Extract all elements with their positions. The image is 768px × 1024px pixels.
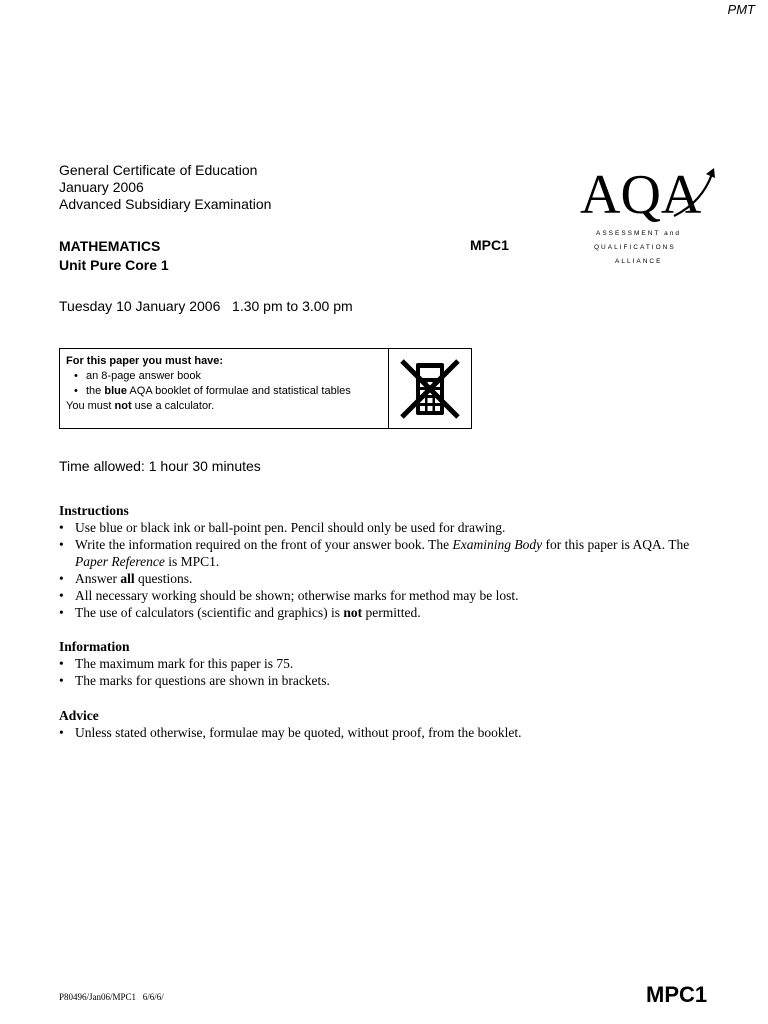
logo-tagline-1: ASSESSMENT and — [596, 230, 681, 237]
information-heading: Information — [59, 639, 130, 654]
instructions-heading: Instructions — [59, 503, 129, 518]
watermark-label: PMT — [727, 2, 755, 17]
materials-box — [59, 348, 472, 429]
unit-title: Unit Pure Core 1 — [59, 257, 169, 273]
materials-item: • the blue AQA booklet of formulae and statistical tables — [74, 385, 351, 397]
calculator-rule: You must not use a calculator. — [66, 400, 215, 412]
instructions-section — [59, 502, 699, 621]
bullet-icon: • — [74, 370, 78, 382]
list-item: • Unless stated otherwise, formulae may be quoted, without proof, from the booklet. — [59, 725, 522, 740]
materials-item: • an 8-page answer book — [74, 370, 201, 382]
list-item: • The use of calculators (scientific and graphics) is not permitted. — [59, 605, 421, 620]
bullet-icon: • — [59, 656, 64, 671]
bullet-icon: • — [59, 605, 64, 620]
bullet-icon: • — [59, 725, 64, 740]
advice-section — [59, 707, 699, 741]
paper-code: MPC1 — [470, 237, 509, 253]
subject-title: MATHEMATICS — [59, 238, 161, 254]
footer-reference: P80496/Jan06/MPC1 6/6/6/ — [59, 992, 164, 1002]
list-item: • Use blue or black ink or ball-point pen. Pencil should only be used for drawing. — [59, 520, 506, 535]
list-item: • Write the information required on the front of your answer book. The Examining Body for this paper is AQA. The Paper Reference is MPC1. — [59, 537, 690, 569]
footer-paper-code: MPC1 — [646, 982, 708, 1007]
bullet-icon: • — [59, 588, 64, 603]
materials-heading: For this paper you must have: — [66, 355, 224, 367]
box-divider — [388, 349, 389, 428]
information-section — [59, 638, 699, 689]
session-line: January 2006 — [59, 179, 144, 195]
aqa-logo — [578, 158, 718, 268]
logo-tagline-2: QUALIFICATIONS — [594, 244, 676, 251]
subject-block — [59, 237, 169, 275]
bullet-icon: • — [74, 385, 78, 397]
bullet-icon: • — [59, 520, 64, 535]
time-allowed: Time allowed: 1 hour 30 minutes — [59, 458, 261, 474]
advice-heading: Advice — [59, 708, 99, 723]
list-item: • The maximum mark for this paper is 75. — [59, 656, 294, 671]
exam-date: Tuesday 10 January 2006 1.30 pm to 3.00 pm — [59, 298, 353, 314]
bullet-icon: • — [59, 537, 64, 552]
no-calculator-icon — [396, 355, 464, 422]
list-item: • The marks for questions are shown in brackets. — [59, 673, 330, 688]
materials-list — [66, 354, 351, 414]
exam-header — [59, 162, 271, 213]
logo-tagline-3: ALLIANCE — [615, 258, 663, 265]
aqa-logo-wordmark: AQA — [580, 164, 702, 226]
list-item: • Answer all questions. — [59, 571, 193, 586]
qualification-line: General Certificate of Education — [59, 162, 258, 178]
bullet-icon: • — [59, 673, 64, 688]
list-item: • All necessary working should be shown; otherwise marks for method may be lost. — [59, 588, 519, 603]
level-line: Advanced Subsidiary Examination — [59, 196, 272, 212]
bullet-icon: • — [59, 571, 64, 586]
